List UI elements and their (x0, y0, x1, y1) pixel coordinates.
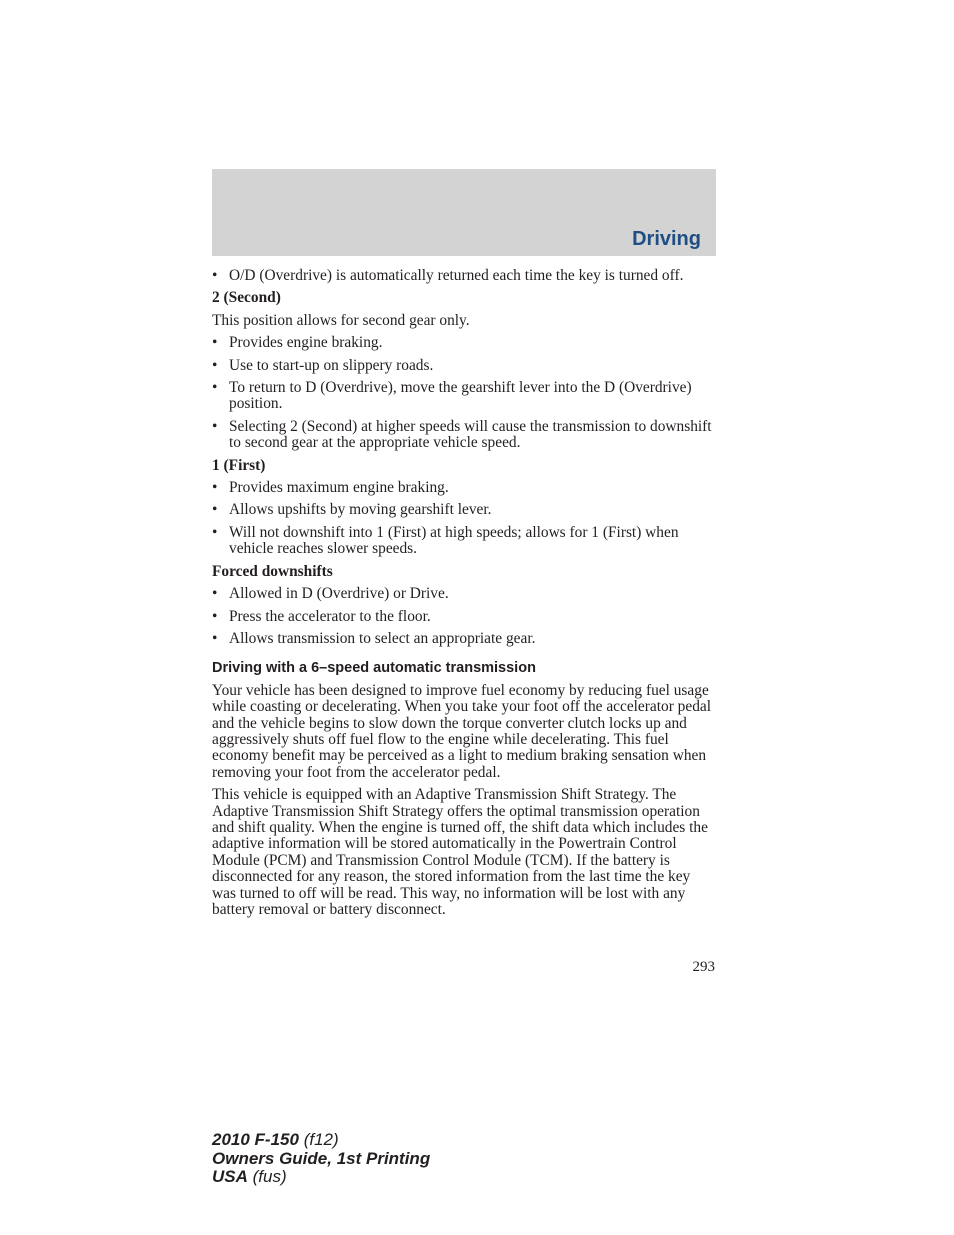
bullet-icon: • (212, 356, 218, 374)
list-item: • To return to D (Overdrive), move the gearshift lever into the D (Overdrive) position. (212, 379, 692, 413)
page-number: 293 (692, 959, 715, 975)
section-header-band (212, 169, 716, 256)
bullet-icon: • (212, 501, 218, 519)
footer-line-model: 2010 F-150 (f12) (212, 1130, 339, 1149)
footer-line-guide: Owners Guide, 1st Printing (212, 1148, 431, 1168)
bullet-icon: • (212, 585, 218, 603)
list-item: • Provides engine braking. (212, 334, 383, 352)
bullet-icon: • (212, 629, 218, 647)
bullet-icon: • (212, 334, 218, 352)
subheading: Driving with a 6–speed automatic transmission (212, 660, 536, 677)
bullet-icon: • (212, 523, 218, 541)
list-item: • O/D (Overdrive) is automatically returned each time the key is turned off. (212, 267, 684, 284)
footer-line-market: USA (fus) (212, 1167, 287, 1186)
list-item: • Provides maximum engine braking. (212, 479, 449, 497)
section-title: Driving (632, 228, 701, 250)
section-label-second: 2 (Second) (212, 289, 281, 307)
list-item: • Selecting 2 (Second) at higher speeds will cause the transmission to downshift to second gear at the appropriate vehicle speed. (212, 417, 712, 452)
paragraph: Your vehicle has been designed to improve fuel economy by reducing fuel usage while coasting or decelerating. When you take your foot off the accelerator pedal and the vehicle begins to slow down the torque converter clutch locks up and aggressively shuts off fuel flow to the engine while decelerating. This fuel economy benefit may be perceived as a light to medium braking sensation when removing your foot from the accelerator pedal. (212, 681, 711, 781)
bullet-icon: • (212, 607, 218, 625)
list-item: • Use to start-up on slippery roads. (212, 356, 434, 374)
paragraph: This position allows for second gear only. (212, 311, 470, 329)
section-label-forced-downshifts: Forced downshifts (212, 562, 333, 580)
list-item: • Will not downshift into 1 (First) at high speeds; allows for 1 (First) when vehicle reaches slower speeds. (212, 523, 679, 558)
bullet-icon: • (212, 379, 218, 397)
bullet-icon: • (212, 417, 218, 435)
paragraph: This vehicle is equipped with an Adaptive Transmission Shift Strategy. The Adaptive Transmission Shift Strategy offers the optimal transmission operation and shift quality. When the engine is turned off, the shift data which includes the adaptive information will be stored automatically in the Powertrain Control Module (PCM) and Transmission Control Module (TCM). If the battery is disconnected for any reason, the stored information from the last time the key was turned to off will be read. This way, no information will be lost with any battery removal or battery disconnect. (212, 786, 708, 918)
list-item: • Allowed in D (Overdrive) or Drive. (212, 585, 449, 603)
list-item: • Allows transmission to select an appropriate gear. (212, 629, 536, 647)
page-content (212, 268, 716, 924)
list-item: • Press the accelerator to the floor. (212, 607, 431, 625)
footer-imprint (212, 1131, 430, 1187)
bullet-icon: • (212, 479, 218, 497)
bullet-icon: • (212, 267, 218, 284)
section-label-first: 1 (First) (212, 456, 266, 474)
list-item: • Allows upshifts by moving gearshift lever. (212, 501, 492, 519)
